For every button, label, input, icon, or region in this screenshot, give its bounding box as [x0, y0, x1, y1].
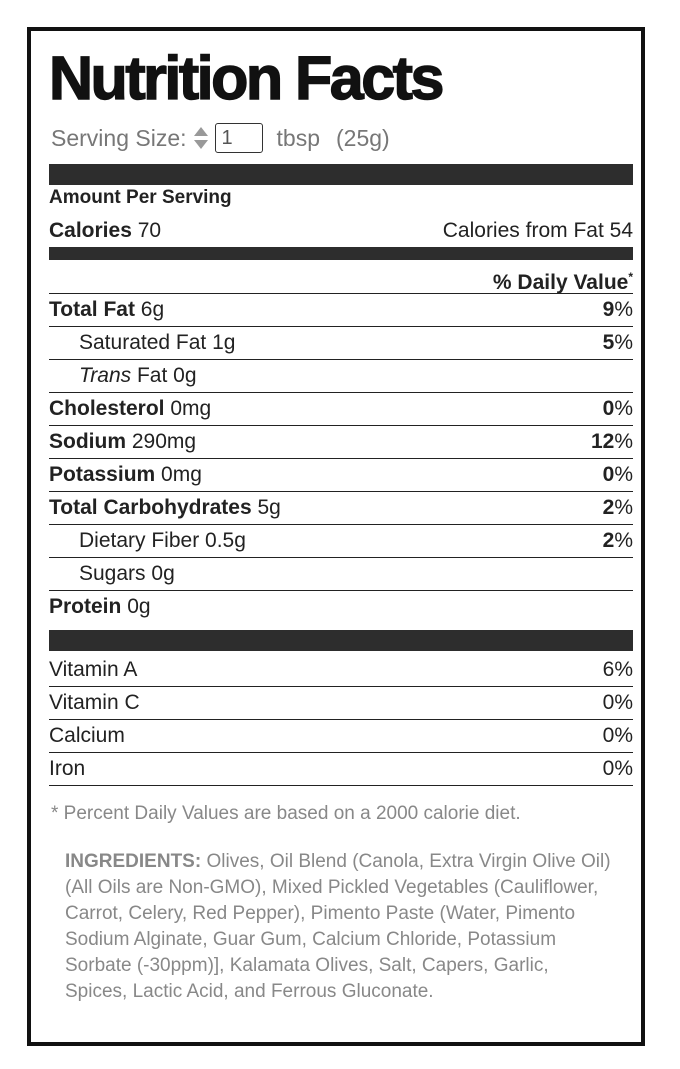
nutrient-name: Sodium — [49, 430, 126, 453]
nutrient-row-trans-fat — [49, 360, 633, 393]
nutrient-name: Cholesterol — [49, 397, 165, 420]
ingredients-block — [65, 849, 615, 1005]
serving-size-label: Serving Size: — [51, 124, 187, 151]
serving-unit: tbsp — [276, 124, 320, 151]
nutrient-row-dietary-fiber — [49, 525, 633, 558]
nutrient-name: Dietary Fiber — [79, 529, 200, 552]
percent-sign: % — [614, 496, 633, 519]
vitamin-row-vitamin-a — [49, 654, 633, 687]
nutrient-name: Total Carbohydrates — [49, 496, 252, 519]
vitamin-name: Vitamin C — [49, 691, 140, 714]
calories-from-fat-label: Calories from Fat — [442, 219, 604, 242]
nutrient-name: Saturated Fat — [79, 331, 207, 354]
nutrient-amount: 5g — [257, 496, 281, 519]
serving-size-row — [51, 121, 390, 155]
nutrient-row-protein — [49, 591, 633, 624]
daily-value-asterisk: * — [628, 270, 633, 284]
vitamin-value: 0% — [602, 691, 633, 714]
percent-sign: % — [614, 298, 633, 321]
nutrient-row-potassium — [49, 459, 633, 492]
daily-value-footnote: * Percent Daily Values are based on a 2000 calorie diet. — [51, 803, 521, 824]
nutrient-amount: 0.5g — [205, 529, 246, 552]
vitamin-value: 0% — [602, 724, 633, 747]
nutrient-name: Fat — [136, 364, 168, 387]
nutrient-row-total-fat — [49, 294, 633, 327]
nutrient-amount: 0g — [151, 562, 175, 585]
percent-sign: % — [614, 331, 633, 354]
vitamin-value: 6% — [602, 658, 633, 681]
nutrient-row-saturated-fat — [49, 327, 633, 360]
serving-weight: (25g) — [336, 124, 390, 151]
stepper-up-icon[interactable] — [193, 126, 209, 137]
serving-stepper[interactable] — [193, 126, 209, 150]
nutrient-amount: 6g — [140, 298, 165, 321]
label-title: Nutrition Facts — [49, 44, 442, 112]
vitamin-row-vitamin-c — [49, 687, 633, 720]
nutrient-amount: 0g — [127, 595, 151, 618]
vitamin-row-iron — [49, 753, 633, 786]
nutrient-dv: 2 — [602, 496, 615, 519]
vitamin-name: Iron — [49, 757, 86, 780]
serving-quantity-input[interactable] — [215, 123, 263, 153]
percent-sign: % — [614, 529, 633, 552]
nutrient-dv: 0 — [602, 463, 615, 486]
nutrient-name: Sugars — [79, 562, 146, 585]
nutrient-name: Potassium — [49, 463, 156, 486]
nutrient-name-italic: Trans — [79, 364, 132, 387]
thick-divider — [49, 164, 633, 185]
percent-sign: % — [614, 397, 633, 420]
daily-value-header-row — [49, 260, 633, 294]
nutrient-dv: 2 — [602, 529, 615, 552]
nutrition-label — [27, 27, 645, 1046]
medium-divider — [49, 247, 633, 260]
nutrient-dv: 9 — [602, 298, 615, 321]
nutrient-amount: 290mg — [131, 430, 197, 453]
vitamin-row-calcium — [49, 720, 633, 753]
calories-value: 70 — [137, 219, 162, 242]
nutrient-row-total-carbohydrates — [49, 492, 633, 525]
nutrient-row-cholesterol — [49, 393, 633, 426]
vitamin-name: Vitamin A — [49, 658, 138, 681]
calories-row — [49, 215, 633, 248]
ingredients-label: INGREDIENTS: — [65, 851, 202, 872]
nutrient-amount: 1g — [212, 331, 236, 354]
nutrient-amount: 0g — [173, 364, 197, 387]
calories-from-fat-value: 54 — [609, 219, 633, 242]
calories-label: Calories — [49, 219, 132, 242]
ingredients-text: Olives, Oil Blend (Canola, Extra Virgin Olive Oil) (All Oils are Non-GMO), Mixed Pickled Vegetables (Cauliflower, Carrot, Celery, Red Pepper), Pimento Paste (Water, Pimento Sodium Alginate, Guar Gum, Calcium Chloride, Potassium Sorbate (-30ppm)], Kalamata Olives, Salt, Capers, Garlic, Spices, Lactic Acid, and Ferrous Gluconate. — [65, 851, 611, 1002]
nutrient-name: Protein — [49, 595, 122, 618]
nutrient-dv: 12 — [590, 430, 615, 453]
vitamin-value: 0% — [602, 757, 633, 780]
nutrient-dv: 0 — [602, 397, 615, 420]
vitamin-name: Calcium — [49, 724, 125, 747]
nutrient-row-sugars — [49, 558, 633, 591]
nutrient-row-sodium — [49, 426, 633, 459]
stepper-down-icon[interactable] — [193, 139, 209, 150]
nutrient-dv: 5 — [602, 331, 615, 354]
daily-value-header: % Daily Value — [492, 271, 629, 294]
nutrient-amount: 0mg — [161, 463, 202, 486]
percent-sign: % — [614, 430, 633, 453]
nutrient-amount: 0mg — [170, 397, 212, 420]
amount-per-serving: Amount Per Serving — [49, 187, 232, 208]
nutrient-name: Total Fat — [49, 298, 135, 321]
percent-sign: % — [614, 463, 633, 486]
thick-divider — [49, 630, 633, 651]
